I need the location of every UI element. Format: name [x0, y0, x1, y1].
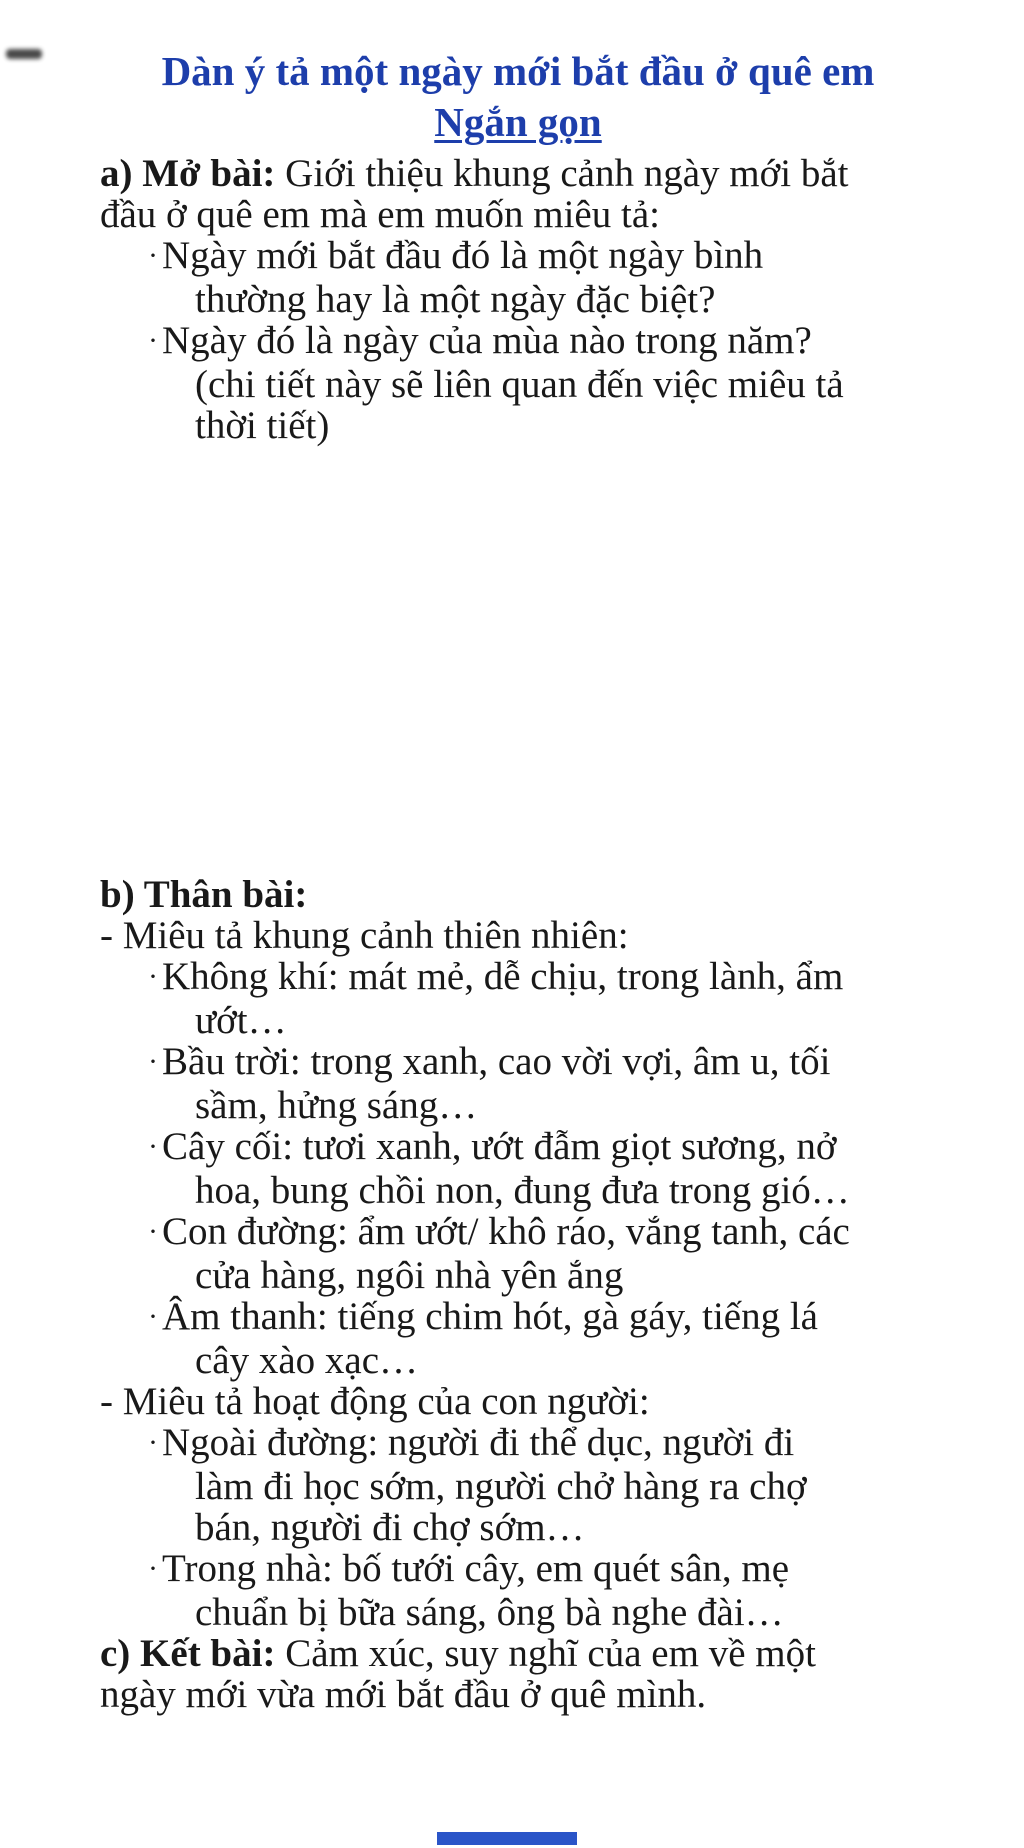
doc-line — [100, 1255, 936, 1296]
doc-line-text: hoa, bung chồi non, đung đưa trong gió… — [195, 1169, 850, 1212]
doc-line-text: cửa hàng, ngôi nhà yên ắng — [195, 1254, 624, 1297]
doc-line-text: Bầu trời: trong xanh, cao vời vợi, âm u, tối — [162, 1040, 831, 1083]
doc-line — [100, 364, 936, 405]
doc-line — [100, 320, 936, 364]
bullet-dot-icon: · — [148, 1130, 158, 1163]
doc-line-text: chuẩn bị bữa sáng, ông bà nghe đài… — [195, 1591, 784, 1634]
doc-line-text: (chi tiết này sẽ liên quan đến việc miêu tả — [195, 363, 844, 406]
doc-line — [100, 1592, 936, 1633]
bullet-dot-icon: · — [148, 239, 158, 272]
doc-line — [100, 405, 936, 446]
doc-line-text: Trong nhà: bố tưới cây, em quét sân, mẹ — [162, 1547, 790, 1590]
doc-line-text: Ngoài đường: người đi thể dục, người đi — [162, 1421, 795, 1464]
doc-line-text: ngày mới vừa mới bắt đầu ở quê mình. — [100, 1673, 707, 1716]
doc-line-text: làm đi học sớm, người chở hàng ra chợ — [195, 1465, 807, 1508]
doc-line — [100, 1548, 936, 1592]
doc-line — [100, 153, 936, 194]
doc-line-text: thời tiết) — [195, 404, 330, 447]
doc-line — [100, 915, 936, 956]
document-title-block — [100, 46, 936, 148]
doc-line-bold-label: a) Mở bài: — [100, 152, 276, 195]
bullet-dot-icon: · — [148, 960, 158, 993]
bullet-dot-icon: · — [148, 1300, 158, 1333]
doc-line-bold-label: b) Thân bài: — [100, 873, 308, 916]
doc-line-text: thường hay là một ngày đặc biệt? — [195, 278, 716, 321]
doc-line-text: Ngày mới bắt đầu đó là một ngày bình — [162, 234, 764, 277]
doc-line — [100, 1041, 936, 1085]
doc-line — [100, 1126, 936, 1170]
doc-line-text: Âm thanh: tiếng chim hót, gà gáy, tiếng lá — [162, 1295, 818, 1338]
doc-line — [100, 874, 936, 915]
doc-line-text: Cảm xúc, suy nghĩ của em về một — [275, 1632, 816, 1675]
doc-line — [100, 1085, 936, 1126]
doc-line-text: sầm, hửng sáng… — [195, 1084, 478, 1127]
bullet-dot-icon: · — [148, 1215, 158, 1248]
bullet-dot-icon: · — [148, 324, 158, 357]
doc-line — [100, 956, 936, 1000]
page-title: Dàn ý tả một ngày mới bắt đầu ở quê em — [161, 48, 875, 94]
bullet-dot-icon: · — [148, 1552, 158, 1585]
doc-line-bold-label: c) Kết bài: — [100, 1632, 276, 1675]
doc-line-text: ướt… — [195, 999, 287, 1042]
doc-line-text: Không khí: mát mẻ, dễ chịu, trong lành, ẩm — [162, 955, 844, 998]
page-subtitle: Ngắn gọn — [434, 99, 602, 145]
doc-line-text: đầu ở quê em mà em muốn miêu tả: — [100, 193, 660, 236]
doc-line — [100, 1466, 936, 1507]
doc-line — [100, 1211, 936, 1255]
doc-line-text: Cây cối: tươi xanh, ướt đẫm giọt sương, nở — [162, 1125, 837, 1168]
doc-line-text: cây xào xạc… — [195, 1339, 419, 1382]
corner-smudge-mark — [6, 49, 42, 59]
doc-line — [100, 1674, 936, 1715]
doc-line — [100, 194, 936, 235]
doc-line — [100, 279, 936, 320]
document-page — [0, 46, 1024, 1715]
doc-line — [100, 1507, 936, 1548]
doc-line — [100, 235, 936, 279]
bullet-dot-icon: · — [148, 1045, 158, 1078]
doc-line-text: - Miêu tả khung cảnh thiên nhiên: — [100, 914, 629, 957]
doc-line — [100, 1340, 936, 1381]
section-body-and-closing — [100, 874, 936, 1715]
doc-line-text: Ngày đó là ngày của mùa nào trong năm? — [162, 319, 812, 362]
doc-line — [100, 1633, 936, 1674]
bottom-blue-bar — [437, 1832, 577, 1845]
section-opening — [100, 153, 936, 446]
doc-line-text: bán, người đi chợ sớm… — [195, 1506, 585, 1549]
doc-line — [100, 1422, 936, 1466]
doc-line — [100, 1381, 936, 1422]
doc-line — [100, 1000, 936, 1041]
doc-line-text: Con đường: ẩm ướt/ khô ráo, vắng tanh, các — [162, 1210, 850, 1253]
doc-line-text: Giới thiệu khung cảnh ngày mới bắt — [275, 152, 849, 195]
doc-line — [100, 1296, 936, 1340]
bullet-dot-icon: · — [148, 1426, 158, 1459]
doc-line-text: - Miêu tả hoạt động của con người: — [100, 1380, 650, 1423]
doc-line — [100, 1170, 936, 1211]
